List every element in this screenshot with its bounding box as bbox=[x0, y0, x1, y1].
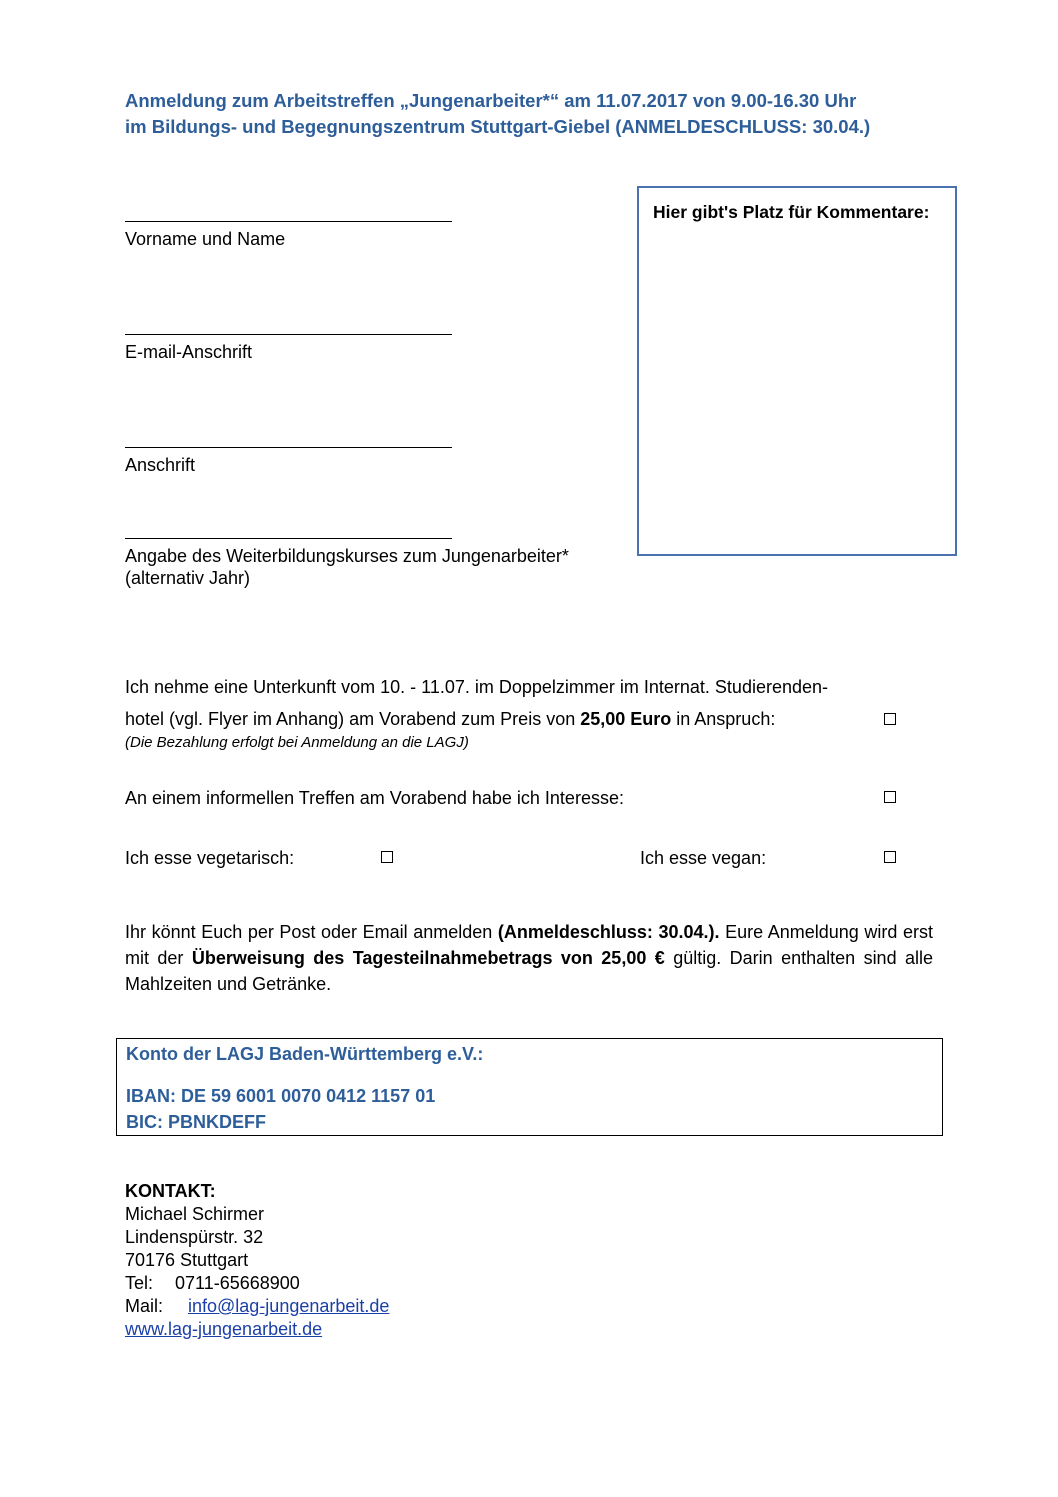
info-text-c: gültig. Darin enthalten sind alle Mahlzeiten und Getränke. bbox=[125, 948, 934, 994]
title-line-2: im Bildungs- und Begegnungszentrum Stuttgart-Giebel (ANMELDESCHLUSS: 30.04.) bbox=[125, 116, 871, 137]
vegan-label: Ich esse vegan: bbox=[640, 848, 767, 868]
title-line-1: Anmeldung zum Arbeitstreffen „Jungenarbeiter*“ am 11.07.2017 von 9.00-16.30 Uhr bbox=[125, 90, 857, 111]
email-label: E-mail-Anschrift bbox=[125, 342, 253, 362]
contact-web-link[interactable]: www.lag-jungenarbeit.de bbox=[125, 1319, 323, 1339]
contact-tel-row bbox=[125, 1272, 389, 1295]
comments-title: Hier gibt's Platz für Kommentare: bbox=[653, 202, 930, 222]
info-text-b: Eure Anmeldung wird erst mit der bbox=[125, 922, 933, 968]
contact-mail-label: Mail: bbox=[125, 1296, 164, 1316]
contact-city: 70176 Stuttgart bbox=[125, 1250, 249, 1270]
info-text-a: Ihr könnt Euch per Post oder Email anmelden bbox=[125, 922, 498, 942]
vegetarian-checkbox[interactable] bbox=[381, 851, 393, 863]
informal-meeting-checkbox[interactable] bbox=[884, 791, 896, 803]
bank-bic: BIC: PBNKDEFF bbox=[126, 1112, 266, 1132]
info-deadline: (Anmeldeschluss: 30.04.). bbox=[497, 922, 720, 942]
form-title bbox=[125, 88, 870, 140]
contact-name: Michael Schirmer bbox=[125, 1204, 265, 1224]
contact-mail-row bbox=[125, 1295, 389, 1318]
bank-iban: IBAN: DE 59 6001 0070 0412 1157 01 bbox=[126, 1086, 436, 1106]
vegan-checkbox[interactable] bbox=[884, 851, 896, 863]
course-label-line-1: Angabe des Weiterbildungskurses zum Jungenarbeiter* bbox=[125, 546, 569, 566]
lodging-line-1: Ich nehme eine Unterkunft vom 10. - 11.07. im Doppelzimmer im Internat. Studierenden- bbox=[125, 677, 829, 697]
bank-account-box bbox=[116, 1038, 943, 1136]
lodging-note: (Die Bezahlung erfolgt bei Anmeldung an die LAGJ) bbox=[125, 734, 469, 751]
contact-block bbox=[125, 1180, 389, 1341]
registration-info bbox=[125, 919, 933, 997]
name-field-line[interactable] bbox=[125, 221, 452, 222]
info-transfer: Überweisung des Tagesteilnahmebetrags von 25,00 € bbox=[191, 948, 665, 968]
email-field-line[interactable] bbox=[125, 334, 452, 335]
course-label-line-2: (alternativ Jahr) bbox=[125, 568, 251, 588]
contact-street: Lindenspürstr. 32 bbox=[125, 1227, 264, 1247]
name-label: Vorname und Name bbox=[125, 229, 286, 249]
comments-box[interactable] bbox=[637, 186, 957, 556]
address-label: Anschrift bbox=[125, 455, 196, 475]
course-label bbox=[125, 545, 569, 589]
contact-heading: KONTAKT: bbox=[125, 1181, 216, 1201]
course-field-line[interactable] bbox=[125, 538, 452, 539]
lodging-price: 25,00 Euro bbox=[580, 709, 672, 729]
address-field-line[interactable] bbox=[125, 447, 452, 448]
contact-mail-link[interactable]: info@lag-jungenarbeit.de bbox=[188, 1296, 390, 1316]
lodging-checkbox[interactable] bbox=[884, 713, 896, 725]
lodging-text-b: in Anspruch: bbox=[671, 709, 776, 729]
lodging-line-2 bbox=[125, 708, 775, 730]
informal-meeting-label: An einem informellen Treffen am Vorabend habe ich Interesse: bbox=[125, 788, 624, 808]
contact-tel: 0711-65668900 bbox=[175, 1273, 300, 1293]
lodging-text-a: hotel (vgl. Flyer im Anhang) am Vorabend zum Preis von bbox=[125, 709, 581, 729]
contact-tel-label: Tel: bbox=[125, 1273, 154, 1293]
vegetarian-label: Ich esse vegetarisch: bbox=[125, 848, 295, 868]
bank-title: Konto der LAGJ Baden-Württemberg e.V.: bbox=[126, 1044, 484, 1064]
